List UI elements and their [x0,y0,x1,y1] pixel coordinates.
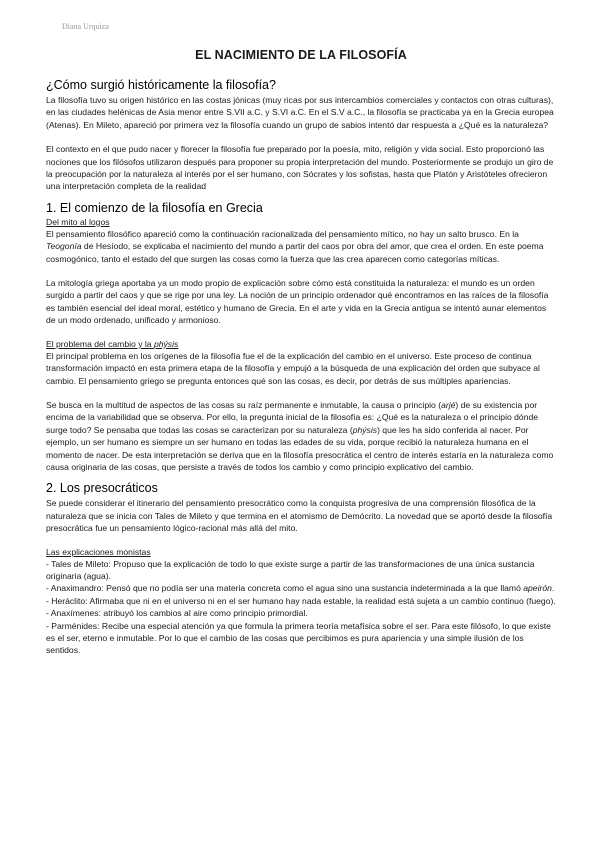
section-1-paragraph-1: El pensamiento filosófico apareció como la continuación racionalizada del pensamiento mítico, no hay un salto brusco. En la Teogonía de Hesíodo, se explicaba el nacimiento del mundo a partir del caos por obra del amor, que crea el orden. En este poema cosmogónico, tanto el estado del que surgen las cosas como la fuerza que las crea aparecen como categorías míticas. [46,228,544,264]
author-watermark: Diana Urquiza [62,22,109,31]
list-item: - Anaximandro: Pensó que no podía ser una materia concreta como el agua sino una sustancia indeterminada a la que llamó apeirón. [46,583,555,594]
document-title: EL NACIMIENTO DE LA FILOSOFÍA [195,48,407,62]
subheading-mito-logos: Del mito al logos [46,216,110,227]
subheading-cambio-physis: El problema del cambio y la phýsis [46,338,179,349]
intro-paragraph-2: El contexto en el que pudo nacer y florecer la filosofía fue preparado por la poesía, mito, religión y vida social. Esto proporcionó las nociones que los filósofos utilizaron después para proponer su propia interpretación del mundo. Posteriormente se produjo un giro de la preocupación por la naturaleza al interés por el ser humano, con Sócrates y los sofistas, hasta que Platón y Aristóteles ofrecieron una interpretación completa de la realidad [46,144,554,192]
intro-paragraph-1: La filosofía tuvo su origen histórico en las costas jónicas (muy ricas por sus intercambios comerciales y contactos con otras culturas), en las ciudades helénicas de Asia menor entre S.VII a.C. y S.VI a.C. En el S.V a.C., la filosofía se practicaba ya en la Grecia europea (Atenas). En Mileto, apareció por primera vez la filosofía cuando un grupo de sabios intentó dar respuesta a ¿Qué es la naturaleza? [46,95,554,130]
section-1-paragraph-3: El principal problema en los orígenes de la filosofía fue el de la explicación del cambio en el universo. Este proceso de continua transformación impactó en esta primera etapa de la filosofía y empujó a la búsqueda de una explicación del orden que subyace al cambio. El pensamiento griego se pregunta entonces qué son las cosas, es decir, por detrás de sus múltiples apariencias. [46,350,540,386]
section-2-heading: 2. Los presocráticos [46,481,158,496]
section-1-paragraph-2: La mitología griega aportaba ya un modo propio de explicación sobre cómo está constituida la naturaleza: el mundo es un orden surgido a partir del caos y que se rige por una ley. La noción de un principio ordenador qué encontramos en las raíces de la filosofía es también esencial del ideal moral, estético y humano de Grecia. En el arte y vida en la Grecia antigua se intentó aunar elementos de un modo ordenado, unificado y armonioso. [46,278,549,326]
section-2-paragraph-1: Se puede considerar el itinerario del pensamiento presocrático como la conquista progresiva de una comprensión filosófica de la naturaleza que se inicia con Tales de Mileto y que termina en el atomismo de Demócrito. La novedad que se aportó desde la filosofía presocrática fue un pensamiento lógico-racional más allá del mito. [46,498,553,534]
document-page [46,48,556,657]
subheading-monistas: Las explicaciones monistas [46,546,151,557]
list-item: - Anaxímenes: atribuyó los cambios al aire como principio primordial. [46,608,308,619]
section-1-paragraph-4: Se busca en la multitud de aspectos de las cosas su raíz permanente e inmutable, la causa o principio (arjé) de su existencia por encima de la variabilidad que se observa. Por ello, la pregunta inicial de la filosofía es: ¿Qué es la naturaleza o el principio dónde surge todo? Se pensaba que todas las cosas se caracterizan por su naturaleza (phýsis) que les ha sido conferida al nacer. Por ejemplo, un ser humano es siempre un ser humano en todas las edades de su vida, porque recibió la naturaleza humana en el momento de nacer. De esta interpretación se deriva que en la filosofía presocrática el centro de interés estaría en la naturaleza como causa originaria de las cosas, que persiste a través de todos los cambio y como principio explicativo del cambio. [46,399,554,472]
intro-heading: ¿Cómo surgió históricamente la filosofía? [46,78,276,92]
list-item: - Parménides: Recibe una especial atención ya que formula la primera teoría metafísica sobre el ser. Para este filósofo, lo que existe es el ser, eterno e inmutable. Por lo que el cambio de las cosas que percibimos es pura apariencia y una simple ilusión de los sentidos. [46,620,551,656]
list-item: - Heráclito: Afirmaba que ni en el universo ni en el ser humano hay nada estable, la realidad está sujeta a un cambio continuo (fuego). [46,595,556,606]
section-1-heading: 1. El comienzo de la filosofía en Grecia [46,200,263,215]
list-item: - Tales de Mileto: Propuso que la explicación de todo lo que existe surge a partir de las transformaciones de una única sustancia originaria (agua). [46,558,535,581]
